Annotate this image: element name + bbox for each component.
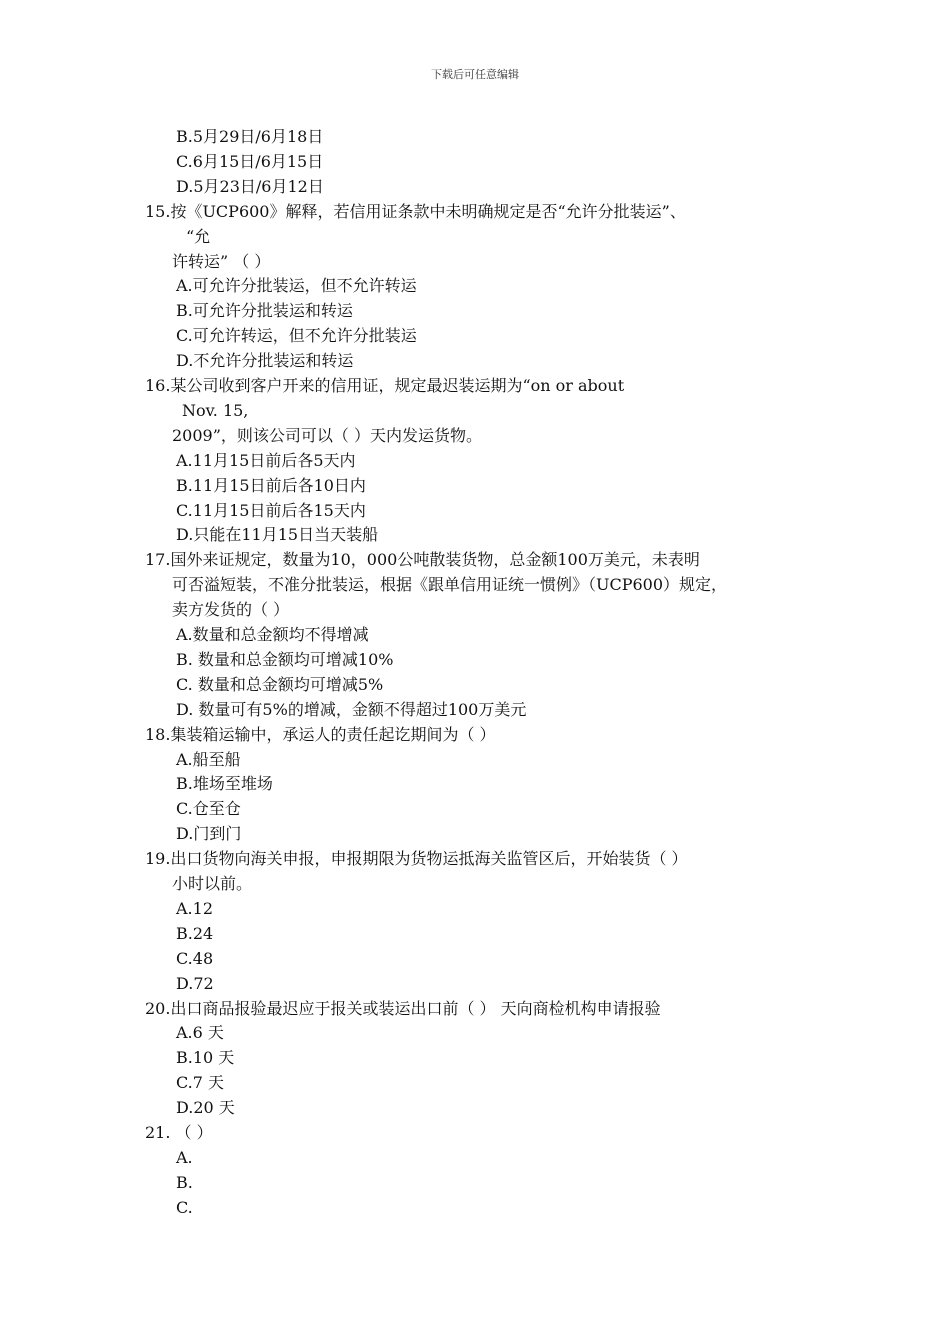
- document-line: B.可允许分批装运和转运: [176, 301, 353, 321]
- document-line: D.5月23日/6月12日: [176, 176, 324, 196]
- document-line: B.5月29日/6月18日: [176, 127, 324, 146]
- document-line: B.: [176, 1172, 193, 1192]
- document-line: B.10 天: [176, 1048, 235, 1068]
- document-line: D.只能在11月15日当天装船: [176, 525, 379, 545]
- document-line: 16.某公司收到客户开来的信用证，规定最迟装运期为“on or about: [145, 376, 625, 395]
- document-line: 15.按《UCP600》解释，若信用证条款中未明确规定是否“允许分批装运”、: [145, 201, 686, 221]
- document-line: A.可允许分批装运，但不允许转运: [176, 276, 417, 296]
- document-line: A.12: [176, 898, 213, 918]
- document-line: B. 数量和总金额均可增减10%: [176, 649, 394, 669]
- document-line: A.船至船: [176, 749, 241, 769]
- document-line: C.6月15日/6月15日: [176, 151, 324, 171]
- document-line: C.可允许转运，但不允许分批装运: [176, 326, 417, 346]
- document-line: C. 数量和总金额均可增减5%: [176, 674, 384, 694]
- document-line: D.72: [176, 973, 214, 993]
- document-line: B.堆场至堆场: [176, 774, 273, 794]
- document-line: C.仓至仓: [176, 799, 241, 819]
- document-line: A.6 天: [176, 1023, 224, 1043]
- document-line: C.11月15日前后各15天内: [176, 500, 366, 520]
- document-line: D.门到门: [176, 824, 242, 844]
- page-header: 下载后可任意编辑: [431, 68, 519, 81]
- document-line: 2009”，则该公司可以（ ）天内发运货物。: [172, 425, 482, 445]
- document-line: C.48: [176, 948, 214, 968]
- document-line: A.11月15日前后各5天内: [176, 450, 356, 470]
- document-line: 20.出口商品报验最迟应于报关或装运出口前（ ） 天向商检机构申请报验: [145, 998, 661, 1018]
- document-line: 19.出口货物向海关申报，申报期限为货物运抵海关监管区后，开始装货（ ）: [145, 849, 688, 869]
- document-line: 21. （ ）: [145, 1123, 213, 1142]
- document-line: C.: [176, 1197, 193, 1217]
- document-line: 许转运” （ ）: [172, 251, 271, 271]
- document-line: B.11月15日前后各10日内: [176, 475, 366, 495]
- document-line: 17.国外来证规定，数量为10，000公吨散装货物，总金额100万美元，未表明: [145, 550, 700, 570]
- document-line: 卖方发货的（ ）: [172, 600, 290, 620]
- document-line: D.20 天: [176, 1098, 235, 1118]
- document-line: 可否溢短装，不准分批装运，根据《跟单信用证统一惯例》（UCP600）规定，: [172, 575, 728, 595]
- document-line: B.24: [176, 923, 214, 943]
- document-line: A.: [176, 1147, 193, 1167]
- document-line: D. 数量可有5%的增减，金额不得超过100万美元: [176, 699, 527, 719]
- document-line: 小时以前。: [172, 874, 253, 893]
- document-line: Nov. 15,: [182, 400, 249, 420]
- document-line: A.数量和总金额均不得增减: [176, 625, 369, 644]
- document-line: 18.集装箱运输中，承运人的责任起讫期间为（ ）: [145, 724, 496, 744]
- document-line: C.7 天: [176, 1073, 225, 1093]
- document-line: “允: [186, 226, 211, 246]
- document-line: D.不允许分批装运和转运: [176, 351, 354, 371]
